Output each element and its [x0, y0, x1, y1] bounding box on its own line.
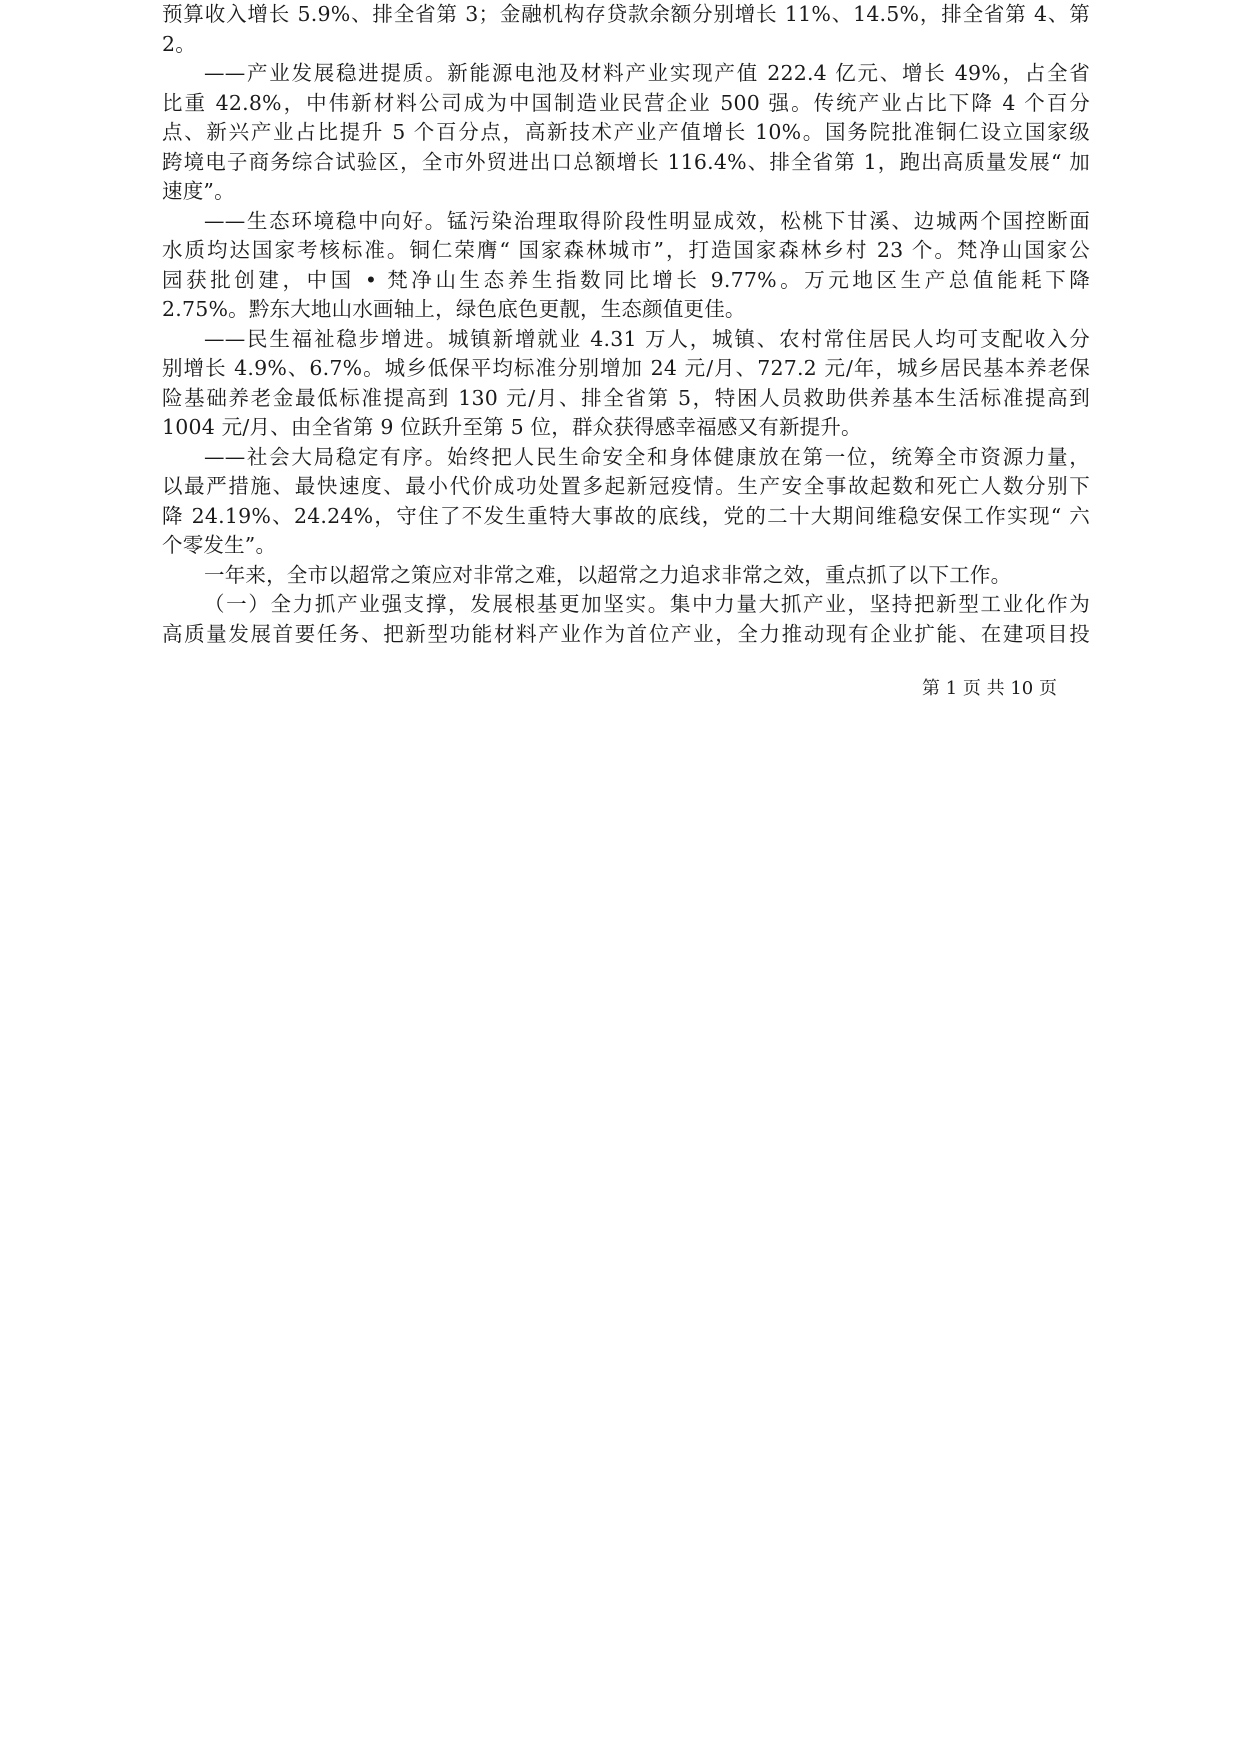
text-line: ——产业发展稳进提质。新能源电池及材料产业实现产值 222.4 亿元、增长 49%，占全省 [204, 61, 1090, 85]
text-line: （一）全力抓产业强支撑，发展根基更加坚实。集中力量大抓产业，坚持把新型工业化作为 [204, 592, 1090, 616]
text-line: 一年来，全市以超常之策应对非常之难，以超常之力追求非常之效，重点抓了以下工作。 [204, 562, 1012, 587]
text-line: 跨境电子商务综合试验区，全市外贸进出口总额增长 116.4%、排全省第 1，跑出高质量发展“ 加 [162, 149, 1090, 174]
text-line: 2.75%。黔东大地山水画轴上，绿色底色更靓，生态颜值更佳。 [162, 297, 746, 321]
text-line: 园获批创建，中国 • 梵净山生态养生指数同比增长 9.77%。万元地区生产总值能耗下降 [162, 267, 1090, 292]
text-line: 高质量发展首要任务、把新型功能材料产业作为首位产业，全力推动现有企业扩能、在建项目投 [162, 621, 1090, 646]
text-line: 个零发生”。 [162, 533, 277, 557]
text-line: ——生态环境稳中向好。锰污染治理取得阶段性明显成效，松桃下甘溪、边城两个国控断面 [204, 208, 1090, 233]
text-line: 比重 42.8%，中伟新材料公司成为中国制造业民营企业 500 强。传统产业占比下降 4 个百分 [162, 90, 1090, 115]
text-line: ——民生福祉稳步增进。城镇新增就业 4.31 万人，城镇、农村常住居民人均可支配收入分 [204, 326, 1090, 351]
text-line: 速度”。 [162, 179, 235, 203]
text-line: 以最严措施、最快速度、最小代价成功处置多起新冠疫情。生产安全事故起数和死亡人数分别下 [162, 474, 1090, 498]
text-line: 1004 元/月、由全省第 9 位跃升至第 5 位，群众获得感幸福感又有新提升。 [162, 415, 862, 439]
text-line: 降 24.19%、24.24%，守住了不发生重特大事故的底线，党的二十大期间维稳安保工作实现“ 六 [162, 503, 1090, 528]
text-line: 预算收入增长 5.9%、排全省第 3；金融机构存贷款余额分别增长 11%、14.5%，排全省第 4、第 [162, 2, 1090, 26]
text-line: 点、新兴产业占比提升 5 个百分点，高新技术产业产值增长 10%。国务院批准铜仁设立国家级 [162, 120, 1090, 144]
page-number-footer: 第 1 页 共 10 页 [922, 678, 1057, 699]
document-page [162, 0, 1090, 649]
text-line: ——社会大局稳定有序。始终把人民生命安全和身体健康放在第一位，统筹全市资源力量， [204, 444, 1090, 469]
text-line: 2。 [162, 31, 196, 56]
text-line: 别增长 4.9%、6.7%。城乡低保平均标准分别增加 24 元/月、727.2 元/年，城乡居民基本养老保 [162, 356, 1090, 380]
text-line: 险基础养老金最低标准提高到 130 元/月、排全省第 5，特困人员救助供养基本生活标准提高到 [162, 385, 1090, 410]
text-line: 水质均达国家考核标准。铜仁荣膺“ 国家森林城市”，打造国家森林乡村 23 个。梵净山国家公 [162, 238, 1090, 262]
